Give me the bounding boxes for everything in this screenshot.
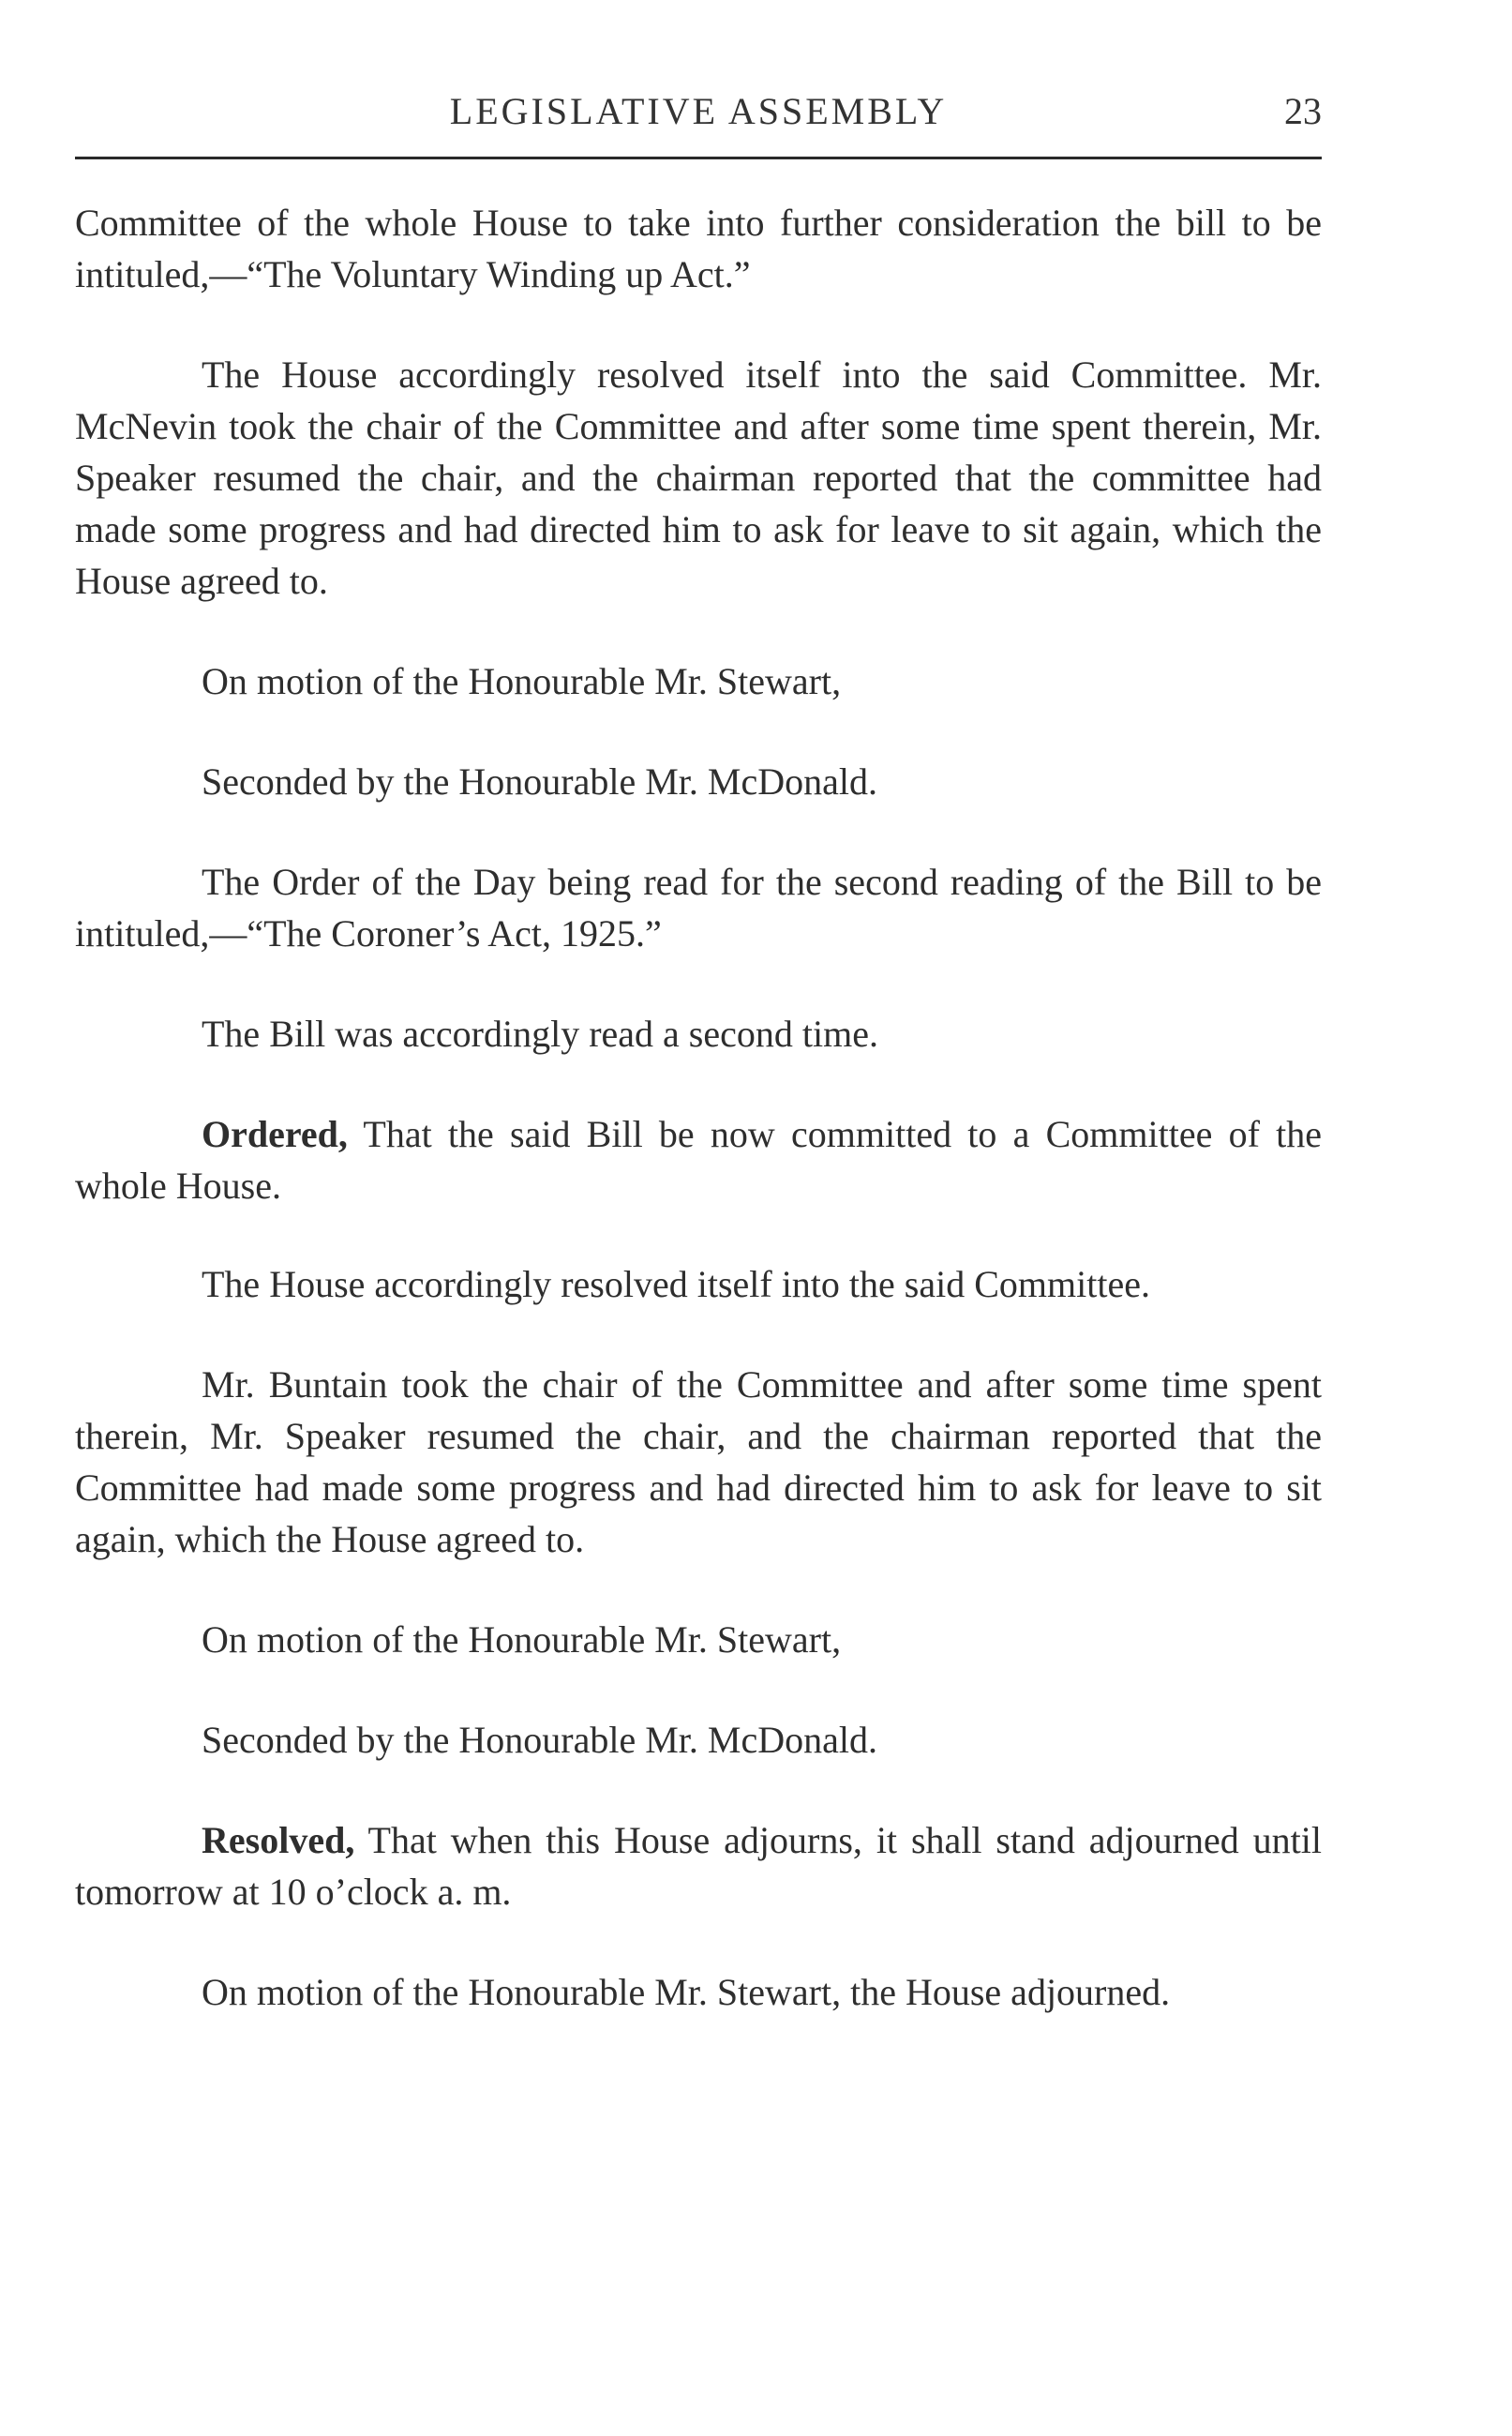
ordered-text: That the said Bill be now committed to a Committee of the whole House. xyxy=(75,1113,1322,1207)
running-title: LEGISLATIVE ASSEMBLY xyxy=(449,90,948,132)
paragraph-seconded: Seconded by the Honourable Mr. McDonald. xyxy=(202,760,877,803)
page-number: 23 xyxy=(1284,90,1322,132)
paragraph-committee-report: The House accordingly resolved itself into the said Committee. Mr. McNevin took the chair of the Committee and after some time spent therein, Mr. Speaker resumed the chair, and the chairman reported that the committee had made some progress and had directed him to ask for leave to sit again, which the House agreed to. xyxy=(75,353,1322,602)
paragraph-order-of-day: The Order of the Day being read for the second reading of the Bill to be intituled,—“The Coroner’s Act, 1925.” xyxy=(75,861,1322,955)
paragraph-committee-continuation: Committee of the whole House to take into further consideration the bill to be intituled,—“The Voluntary Winding up Act.” xyxy=(75,202,1322,295)
page-header xyxy=(75,89,1322,145)
paragraph-ordered xyxy=(75,1108,1322,1211)
paragraph-motion-2: On motion of the Honourable Mr. Stewart, xyxy=(202,1618,842,1661)
paragraph-motion: On motion of the Honourable Mr. Stewart, xyxy=(202,660,842,702)
resolved-label: Resolved, xyxy=(202,1819,355,1861)
paragraph-seconded-2: Seconded by the Honourable Mr. McDonald. xyxy=(202,1719,877,1761)
paragraph-resolved xyxy=(75,1814,1322,1917)
ordered-label: Ordered, xyxy=(202,1113,348,1155)
paragraph-adjourned: On motion of the Honourable Mr. Stewart, the House adjourned. xyxy=(202,1971,1171,2013)
resolved-text: That when this House adjourns, it shall stand adjourned until tomorrow at 10 o’clock a. m. xyxy=(75,1819,1322,1913)
paragraph-second-reading: The Bill was accordingly read a second time. xyxy=(202,1013,878,1055)
paragraph-buntain-report: Mr. Buntain took the chair of the Committee and after some time spent therein, Mr. Speaker resumed the chair, and the chairman reported that the Committee had made some progress and had directed him to ask for leave to sit again, which the House agreed to. xyxy=(75,1363,1322,1560)
paragraph-resolved-committee: The House accordingly resolved itself into the said Committee. xyxy=(202,1263,1150,1305)
document-body xyxy=(75,197,1322,2018)
header-rule xyxy=(75,157,1322,159)
